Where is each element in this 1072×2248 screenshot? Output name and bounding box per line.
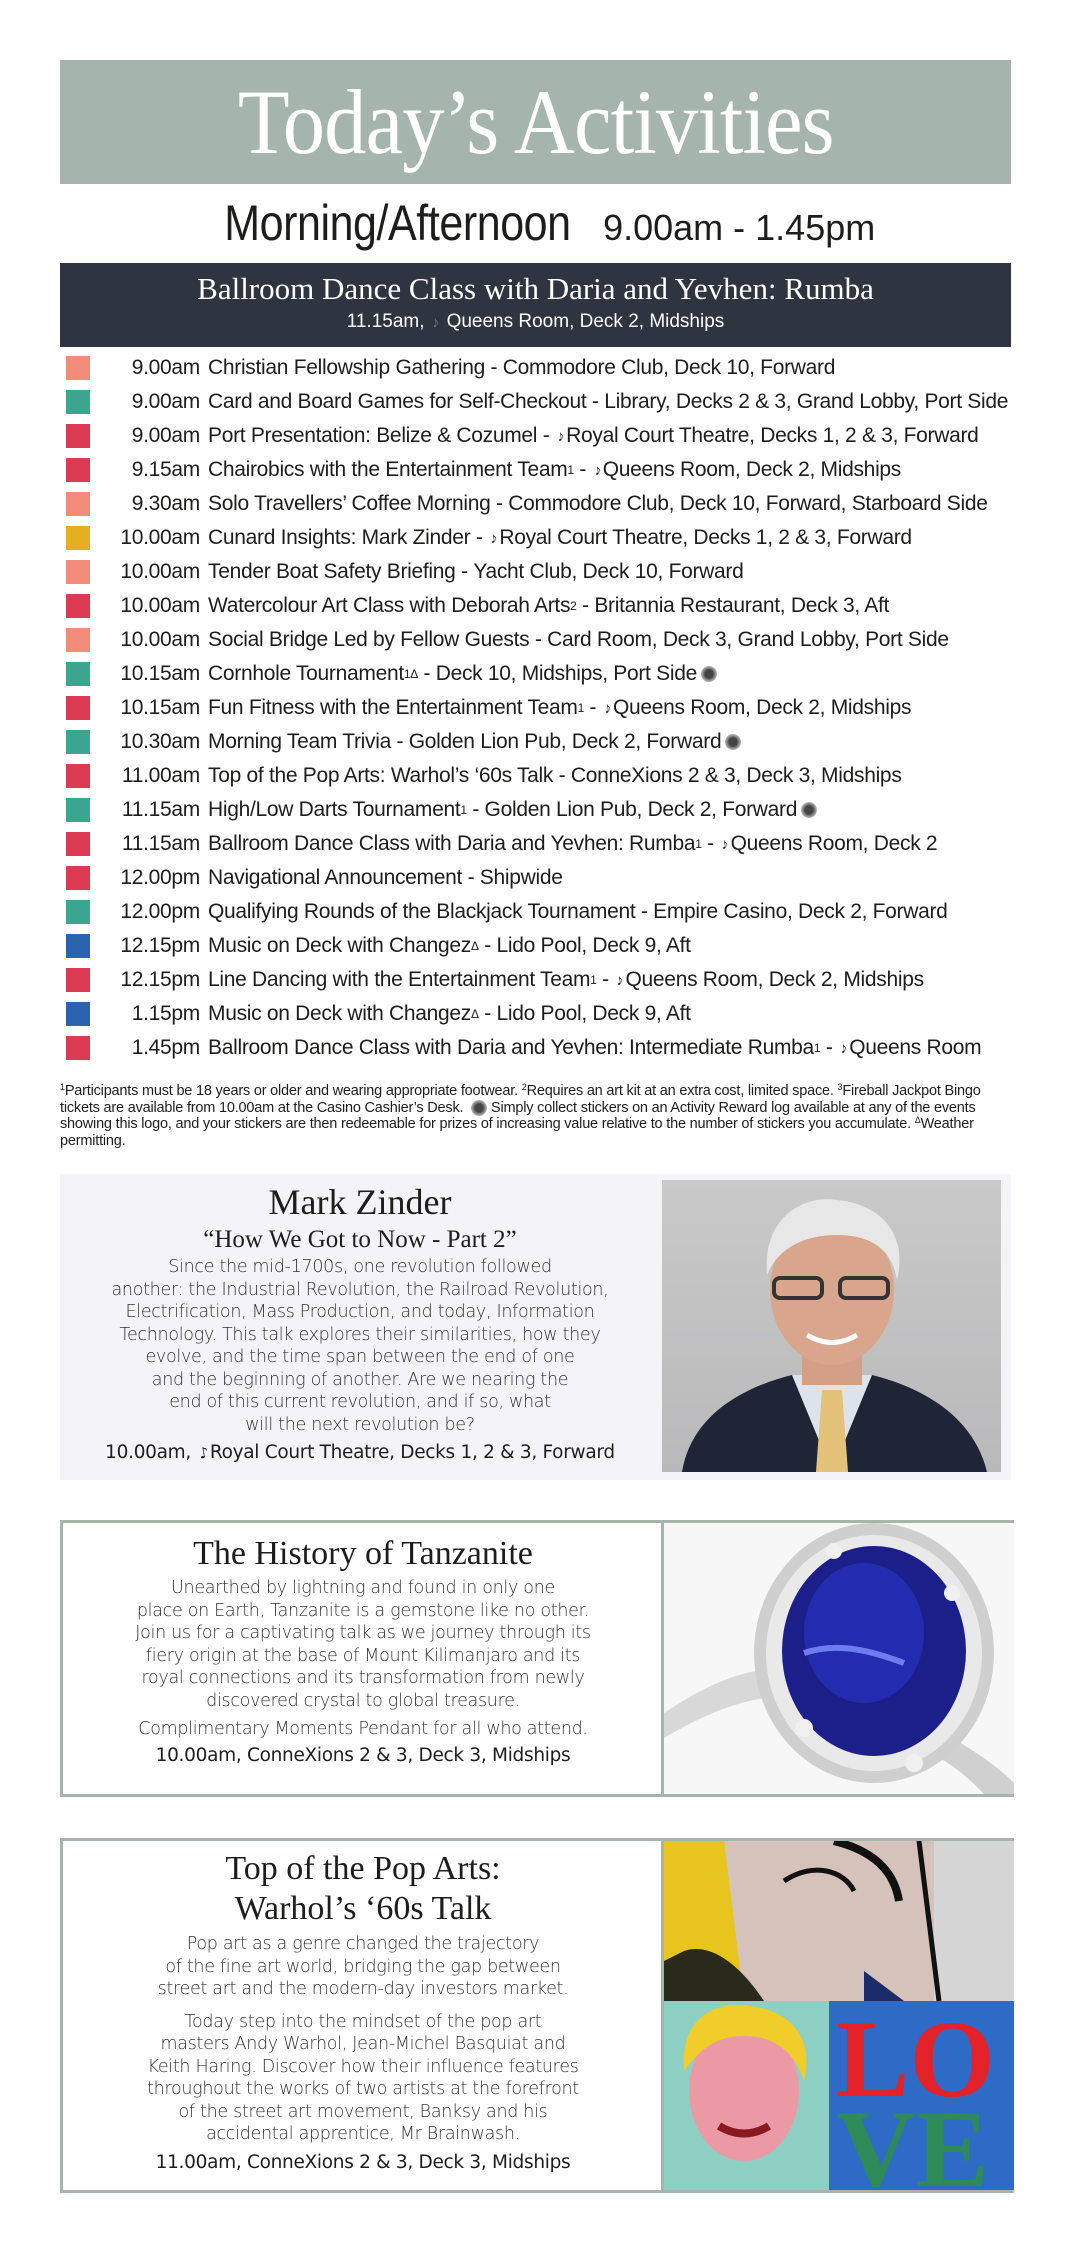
text-line: Technology. This talk explores their similarities, how they <box>119 1324 601 1345</box>
activity-location: Britannia Restaurant, Deck 3, Aft <box>594 594 890 617</box>
activity-title: High/Low Darts Tournament <box>208 798 461 821</box>
text-line: masters Andy Warhol, Jean-Michel Basquiat and <box>160 2034 566 2054</box>
separator: - <box>455 560 474 583</box>
activity-location: Queens Room, Deck 2 <box>730 832 938 855</box>
separator: - <box>484 356 503 379</box>
schedule-row: 1.15pm Music on Deck with Changez Δ - Lido Pool, Deck 9, Aft <box>66 997 1016 1031</box>
activity-title: Tender Boat Safety Briefing <box>208 560 456 583</box>
schedule-row <box>66 487 1016 521</box>
text-line: Since the mid-1700s, one revolution followed <box>168 1257 552 1277</box>
text-line: Unearthed by lightning and found in only one <box>171 1578 555 1598</box>
text-line: Warhol’s ‘60s Talk <box>234 1890 492 1927</box>
schedule-row: 11.15am Ballroom Dance Class with Daria and Yevhen: Rumba 1 - ♪ Queens Room, Deck 2 <box>66 827 1016 861</box>
category-color-square <box>66 628 90 652</box>
category-color-square <box>66 798 90 822</box>
speaker-panel-mark-zinder <box>60 1174 1011 1480</box>
category-color-square <box>66 866 90 890</box>
talk-time: 10.00am, <box>105 1442 191 1463</box>
activity-time: 12.15pm <box>120 934 200 957</box>
dancer-icon: ♪ <box>430 313 441 332</box>
text-line: of the fine art world, bridging the gap between <box>165 1956 561 1977</box>
talk-panel-pop-art <box>60 1838 1014 2193</box>
speaker-portrait-photo <box>662 1180 1001 1472</box>
activity-title: Christian Fellowship Gathering <box>208 356 485 379</box>
separator: - <box>537 424 555 447</box>
activity-location: Lido Pool, Deck 9, Aft <box>496 1002 691 1025</box>
category-color-square <box>66 934 90 958</box>
activity-time: 10.00am <box>120 594 200 617</box>
text-line: place on Earth, Tanzanite is a gemstone like no other. <box>136 1600 590 1621</box>
separator: - <box>820 1036 839 1059</box>
dancer-icon: ♪ <box>602 699 613 717</box>
separator: - <box>466 798 485 821</box>
session-heading <box>60 194 1011 256</box>
activity-location: Queens Room <box>849 1036 982 1059</box>
activity-time: 10.15am <box>120 662 200 685</box>
footnote-mark: 1 <box>60 1082 65 1092</box>
activity-location: Lido Pool, Deck 9, Aft <box>496 934 691 957</box>
footnote-2: Requires an art kit at an extra cost, limited space. <box>526 1083 834 1099</box>
separator: - <box>596 968 615 991</box>
schedule-row <box>66 725 1016 759</box>
separator: - <box>478 934 497 957</box>
talk-description-1 <box>63 1933 663 2001</box>
activity-location: Queens Room, Deck 2, Midships <box>625 968 924 991</box>
separator: - <box>417 662 436 685</box>
portrait-illustration <box>662 1180 1001 1472</box>
page-header-banner <box>60 60 1011 184</box>
activity-location: Commodore Club, Deck 10, Forward <box>502 356 836 379</box>
category-color-square <box>66 968 90 992</box>
dancer-icon: ♪ <box>719 835 730 853</box>
page-title: Today’s Activities <box>237 71 834 173</box>
category-color-square <box>66 424 90 448</box>
featured-event-time: 11.15am, <box>346 311 425 332</box>
featured-event-title: Ballroom Dance Class with Daria and Yevhen: Rumba <box>197 271 874 306</box>
dancer-icon: ♪ <box>592 461 603 479</box>
activity-time: 11.00am <box>121 764 200 787</box>
activity-time: 9.00am <box>131 356 200 379</box>
activity-time: 12.15pm <box>120 968 200 991</box>
activity-location: Commodore Club, Deck 10, Forward, Starboard Side <box>508 492 988 515</box>
activity-location: Yacht Club, Deck 10, Forward <box>473 560 744 583</box>
footnote-3: Fireball Jackpot Bingo tickets are available from 10.00am at the Casino Cashier’s Desk. <box>60 1083 981 1116</box>
activity-location: Card Room, Deck 3, Grand Lobby, Port Side <box>547 628 949 651</box>
text-line: Keith Haring. Discover how their influence features <box>147 2056 579 2077</box>
session-label: Morning/Afternoon <box>223 195 571 251</box>
activity-title: Morning Team Trivia <box>208 730 391 753</box>
schedule-row <box>66 623 1016 657</box>
dancer-icon: ♪ <box>488 529 499 547</box>
schedule-row: 12.15pm Line Dancing with the Entertainment Team 1 - ♪ Queens Room, Deck 2, Midships <box>66 963 1016 997</box>
separator: - <box>470 526 489 549</box>
speaker-name: Mark Zinder <box>268 1182 452 1222</box>
text-line: evolve, and the time span between the end of one <box>145 1347 575 1367</box>
separator: - <box>490 492 509 515</box>
activity-title: Card and Board Games for Self-Checkout <box>208 390 587 413</box>
text-line: Pop art as a genre changed the trajectory <box>186 1934 540 1954</box>
schedule-row <box>66 759 1016 793</box>
separator: - <box>573 458 592 481</box>
activity-sticker-icon <box>725 734 741 750</box>
text-line: street art and the modern-day investors market. <box>157 1979 569 1999</box>
category-color-square <box>66 662 90 686</box>
talk-title: The History of Tanzanite <box>193 1535 533 1572</box>
category-color-square <box>66 594 90 618</box>
text-line: Top of the Pop Arts: <box>225 1850 501 1887</box>
talk-note: Complimentary Moments Pendant for all who attend. <box>138 1719 588 1739</box>
category-color-square <box>66 458 90 482</box>
talk-description <box>63 1577 663 1712</box>
schedule-row <box>66 521 1016 555</box>
text-line: end of this current revolution, and if so, what <box>169 1392 551 1412</box>
activity-title: Ballroom Dance Class with Daria and Yevhen: Rumba <box>208 832 696 855</box>
activity-time: 11.15am <box>121 832 200 855</box>
separator: - <box>529 628 548 651</box>
category-color-square <box>66 560 90 584</box>
activity-time: 10.00am <box>120 526 200 549</box>
activity-sticker-icon <box>801 802 817 818</box>
activity-time: 12.00pm <box>120 900 200 923</box>
schedule-row <box>66 419 1016 453</box>
love-letters-top: LO <box>836 1998 995 2120</box>
schedule-row: 10.15am Fun Fitness with the Entertainment Team 1 - ♪ Queens Room, Deck 2, Midships <box>66 691 1016 725</box>
text-line: Join us for a captivating talk as we journey through its <box>135 1623 591 1643</box>
separator: - <box>635 900 654 923</box>
activity-title: Port Presentation: Belize & Cozumel <box>208 424 538 447</box>
session-time: 9.00am - 1.45pm <box>603 207 876 248</box>
activity-time: 10.15am <box>120 696 200 719</box>
activity-time: 9.30am <box>131 492 200 515</box>
activity-title: Cunard Insights: Mark Zinder <box>208 526 471 549</box>
activity-location: Queens Room, Deck 2, Midships <box>602 458 902 481</box>
category-color-square <box>66 730 90 754</box>
activity-time: 10.00am <box>120 628 200 651</box>
activity-time: 10.30am <box>120 730 200 753</box>
footnotes <box>60 1083 1015 1149</box>
ring-illustration <box>664 1523 1014 1794</box>
category-color-square <box>66 390 90 414</box>
activity-sticker-icon <box>701 666 717 682</box>
text-line: Today step into the mindset of the pop art <box>184 2011 542 2032</box>
separator: - <box>478 1002 497 1025</box>
talk-panel-tanzanite <box>60 1520 1014 1797</box>
activity-title: Solo Travellers’ Coffee Morning <box>208 492 491 515</box>
activity-title: Music on Deck with Changez <box>208 934 471 957</box>
schedule-row <box>66 555 1016 589</box>
dancer-icon: ♪ <box>555 427 566 445</box>
text-line: of the street art movement, Banksy and his <box>178 2101 548 2122</box>
text-line: fiery origin at the base of Mount Kilimanjaro and its <box>145 1645 581 1666</box>
activity-time: 9.15am <box>131 458 200 481</box>
schedule-row <box>66 861 1016 895</box>
text-line: Electrification, Mass Production, and today, Information <box>125 1302 595 1322</box>
featured-event-banner <box>60 263 1011 347</box>
activity-title: Top of the Pop Arts: Warhol’s ‘60s Talk <box>208 764 554 787</box>
activity-location: ConneXions 2 & 3, Deck 3, Midships <box>570 764 902 787</box>
talk-title <box>63 1849 663 1929</box>
featured-event-details <box>60 309 1011 336</box>
activity-schedule-list <box>66 351 1016 1065</box>
activity-title: Chairobics with the Entertainment Team <box>208 458 568 481</box>
schedule-row: 10.15am Cornhole Tournament 1Δ - Deck 10, Midships, Port Side <box>66 657 1016 691</box>
schedule-row <box>66 385 1016 419</box>
activity-title: Line Dancing with the Entertainment Team <box>208 968 591 991</box>
footnote-1: Participants must be 18 years or older and wearing appropriate footwear. <box>64 1083 518 1099</box>
category-color-square <box>66 356 90 380</box>
love-letters-bottom: VE <box>836 2088 989 2190</box>
activity-time: 11.15am <box>121 798 200 821</box>
dancer-icon: ♪ <box>838 1039 849 1057</box>
activity-time: 9.00am <box>131 390 200 413</box>
featured-event-location: Queens Room, Deck 2, Midships <box>446 311 725 332</box>
talk-time-location: 10.00am, ConneXions 2 & 3, Deck 3, Midships <box>155 1744 571 1766</box>
schedule-row: 12.15pm Music on Deck with Changez Δ - Lido Pool, Deck 9, Aft <box>66 929 1016 963</box>
dancer-icon: ♪ <box>197 1443 210 1463</box>
footnote-mark: 3 <box>837 1082 843 1092</box>
separator: - <box>576 594 595 617</box>
schedule-row: 1.45pm Ballroom Dance Class with Daria and Yevhen: Intermediate Rumba 1 - ♪ Queens Room <box>66 1031 1016 1065</box>
category-color-square <box>66 1036 90 1060</box>
activity-time: 1.45pm <box>131 1036 200 1059</box>
activity-location: Royal Court Theatre, Decks 1, 2 & 3, Forward <box>499 526 912 549</box>
talk-description-2 <box>63 2011 663 2146</box>
category-color-square <box>66 526 90 550</box>
talk-panel-text <box>63 1531 663 1769</box>
text-line: discovered crystal to global treasure. <box>206 1690 520 1711</box>
text-line: accidental apprentice, Mr Brainwash. <box>206 2124 520 2144</box>
separator: - <box>586 390 605 413</box>
schedule-row <box>66 895 1016 929</box>
activity-title: Social Bridge Led by Fellow Guests <box>208 628 530 651</box>
separator: - <box>553 764 571 787</box>
separator: - <box>701 832 720 855</box>
activity-location: Empire Casino, Deck 2, Forward <box>653 900 948 923</box>
activity-time: 9.00am <box>131 424 200 447</box>
text-line: royal connections and its transformation from newly <box>141 1668 585 1688</box>
activity-sticker-icon <box>471 1100 487 1116</box>
activity-time: 10.00am <box>120 560 200 583</box>
text-line: another: the Industrial Revolution, the Railroad Revolution, <box>111 1279 609 1300</box>
activity-location: Library, Decks 2 & 3, Grand Lobby, Port Side <box>604 390 1009 413</box>
separator: - <box>583 696 602 719</box>
category-color-square <box>66 764 90 788</box>
footnote-mark: Δ <box>914 1115 921 1125</box>
schedule-row: 9.15am Chairobics with the Entertainment Team 1 - ♪ Queens Room, Deck 2, Midships <box>66 453 1016 487</box>
activity-time: 1.15pm <box>131 1002 200 1025</box>
schedule-row: 10.00am Watercolour Art Class with Deborah Arts 2 - Britannia Restaurant, Deck 3, Aft <box>66 589 1016 623</box>
activity-location: Shipwide <box>479 866 563 889</box>
activity-location: Royal Court Theatre, Decks 1, 2 & 3, Forward <box>566 424 979 447</box>
talk-location: Royal Court Theatre, Decks 1, 2 & 3, Forward <box>209 1442 615 1463</box>
dancer-icon: ♪ <box>614 971 625 989</box>
activity-title: Cornhole Tournament <box>208 662 404 685</box>
separator: - <box>390 730 409 753</box>
collage-illustration <box>664 1841 1014 2190</box>
speaker-panel-text <box>60 1180 660 1466</box>
text-line: will the next revolution be? <box>245 1414 475 1435</box>
activity-location: Queens Room, Deck 2, Midships <box>612 696 912 719</box>
activity-title: Fun Fitness with the Entertainment Team <box>208 696 578 719</box>
category-color-square <box>66 900 90 924</box>
footnote-mark: 2 <box>521 1082 527 1092</box>
activity-title: Music on Deck with Changez <box>208 1002 471 1025</box>
talk-description <box>60 1256 660 1436</box>
talk-time-location <box>60 1440 660 1466</box>
footnote-sticker: Simply collect stickers on an Activity Reward log available at any of the events showing this logo, and your stickers are then redeemable for prizes of increasing value relative to the number of stickers you accumulate. <box>60 1099 976 1132</box>
activity-title: Qualifying Rounds of the Blackjack Tournament <box>208 900 636 923</box>
tanzanite-ring-photo <box>661 1523 1014 1794</box>
schedule-row <box>66 351 1016 385</box>
activity-title: Watercolour Art Class with Deborah Arts <box>208 594 571 617</box>
category-color-square <box>66 696 90 720</box>
footnote-weather: Weather permitting. <box>60 1116 974 1149</box>
separator: - <box>462 866 480 889</box>
activity-location: Golden Lion Pub, Deck 2, Forward <box>484 798 798 821</box>
pop-art-collage <box>661 1841 1014 2190</box>
category-color-square <box>66 832 90 856</box>
category-color-square <box>66 1002 90 1026</box>
talk-time-location: 11.00am, ConneXions 2 & 3, Deck 3, Midships <box>155 2151 571 2173</box>
activity-location: Golden Lion Pub, Deck 2, Forward <box>408 730 722 753</box>
talk-panel-text <box>63 1849 663 2176</box>
activity-title: Ballroom Dance Class with Daria and Yevhen: Intermediate Rumba <box>208 1036 814 1059</box>
activity-title: Navigational Announcement <box>208 866 463 889</box>
activity-time: 12.00pm <box>120 866 200 889</box>
talk-title: “How We Got to Now - Part 2” <box>203 1226 517 1253</box>
activity-location: Deck 10, Midships, Port Side <box>435 662 697 685</box>
schedule-row: 11.15am High/Low Darts Tournament 1 - Golden Lion Pub, Deck 2, Forward <box>66 793 1016 827</box>
text-line: and the beginning of another. Are we nearing the <box>151 1369 569 1390</box>
text-line: throughout the works of two artists at the forefront <box>147 2079 579 2099</box>
category-color-square <box>66 492 90 516</box>
